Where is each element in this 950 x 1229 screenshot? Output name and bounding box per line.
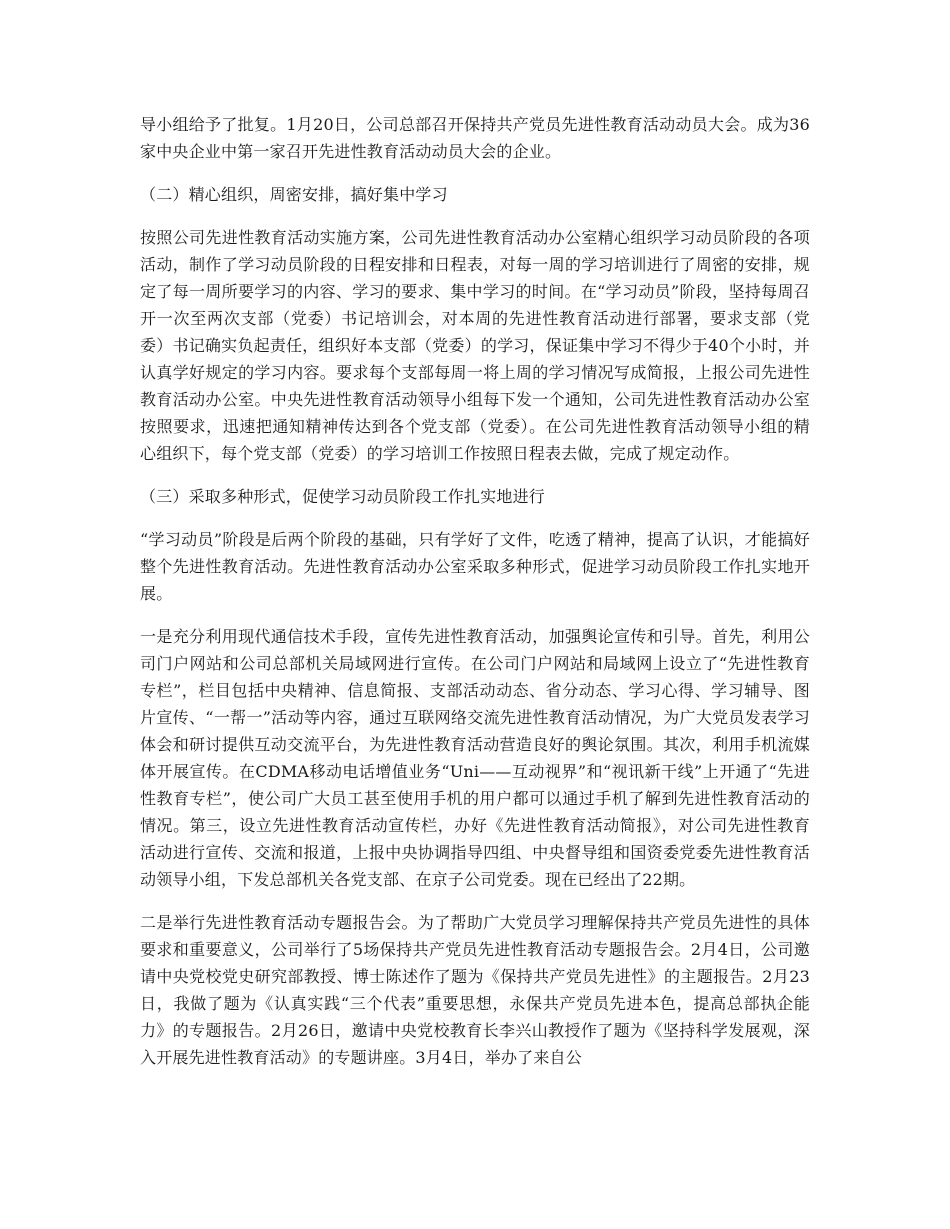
paragraph-approval: 导小组给予了批复。1月20日，公司总部召开保持共产党员先进性教育活动动员大会。成为36家中央企业中第一家召开先进性教育活动动员大会的企业。 (140, 115, 810, 161)
paragraph-foundation: “学习动员”阶段是后两个阶段的基础，只有学好了文件，吃透了精神，提高了认识，才能搞好整个先进性教育活动。先进性教育活动办公室采取多种形式，促进学习动员阶段工作扎实地开展。 (140, 530, 810, 603)
section-heading-2: （二）精心组织，周密安排，搞好集中学习 (140, 185, 448, 204)
paragraph-lectures: 二是举行先进性教育活动专题报告会。为了帮助广大党员学习理解保持共产党员先进性的具体要求和重要意义，公司举行了5场保持共产党员先进性教育活动专题报告会。2月4日，公司邀请中央党校党史研究部教授、博士陈述作了题为《保持共产党员先进性》的主题报告。2月23日，我做了题为《认真实践“三个代表”重要思想，永保共产党员先进本色，提高总部执企能力》的专题报告。2月26日，邀请中央党校教育长李兴山教授作了题为《坚持科学发展观，深入开展先进性教育活动》的专题讲座。3月4日，举办了来自公 (140, 913, 810, 1067)
section-heading-3: （三）采取多种形式，促使学习动员阶段工作扎实地进行 (140, 487, 546, 506)
paragraph-study-arrangement: 按照公司先进性教育活动实施方案，公司先进性教育活动办公室精心组织学习动员阶段的各项活动，制作了学习动员阶段的日程安排和日程表，对每一周的学习培训进行了周密的安排，规定了每一周所要学习的内容、学习的要求、集中学习的时间。在“学习动员”阶段，坚持每周召开一次至两次支部（党委）书记培训会，对本周的先进性教育活动进行部署，要求支部（党委）书记确实负起责任，组织好本支部（党委）的学习，保证集中学习不得少于40个小时，并认真学好规定的学习内容。要求每个支部每周一将上周的学习情况写成简报，上报公司先进性教育活动办公室。中央先进性教育活动领导小组每下发一个通知，公司先进性教育活动办公室按照要求，迅速把通知精神传达到各个党支部（党委）。在公司先进性教育活动领导小组的精心组织下，每个党支部（党委）的学习培训工作按照日程表去做，完成了规定动作。 (140, 228, 810, 463)
paragraph-communication-tech: 一是充分利用现代通信技术手段，宣传先进性教育活动，加强舆论宣传和引导。首先，利用公司门户网站和公司总部机关局域网进行宣传。在公司门户网站和局域网上设立了“先进性教育专栏”，栏目包括中央精神、信息简报、支部活动动态、省分动态、学习心得、学习辅导、图片宣传、“一帮一”活动等内容，通过互联网络交流先进性教育活动情况，为广大党员发表学习体会和研讨提供互动交流平台，为先进性教育活动营造良好的舆论氛围。其次，利用手机流媒体开展宣传。在CDMA移动电话增值业务“Uni——互动视界”和“视讯新干线”上开通了“先进性教育专栏”，使公司广大员工甚至使用手机的用户都可以通过手机了解到先进性教育活动的情况。第三，设立先进性教育活动宣传栏，办好《先进性教育活动简报》，对公司先进性教育活动进行宣传、交流和报道，上报中央协调指导四组、中央督导组和国资委党委先进性教育活动领导小组，下发总部机关各党支部、在京子公司党委。现在已经出了22期。 (140, 627, 810, 889)
